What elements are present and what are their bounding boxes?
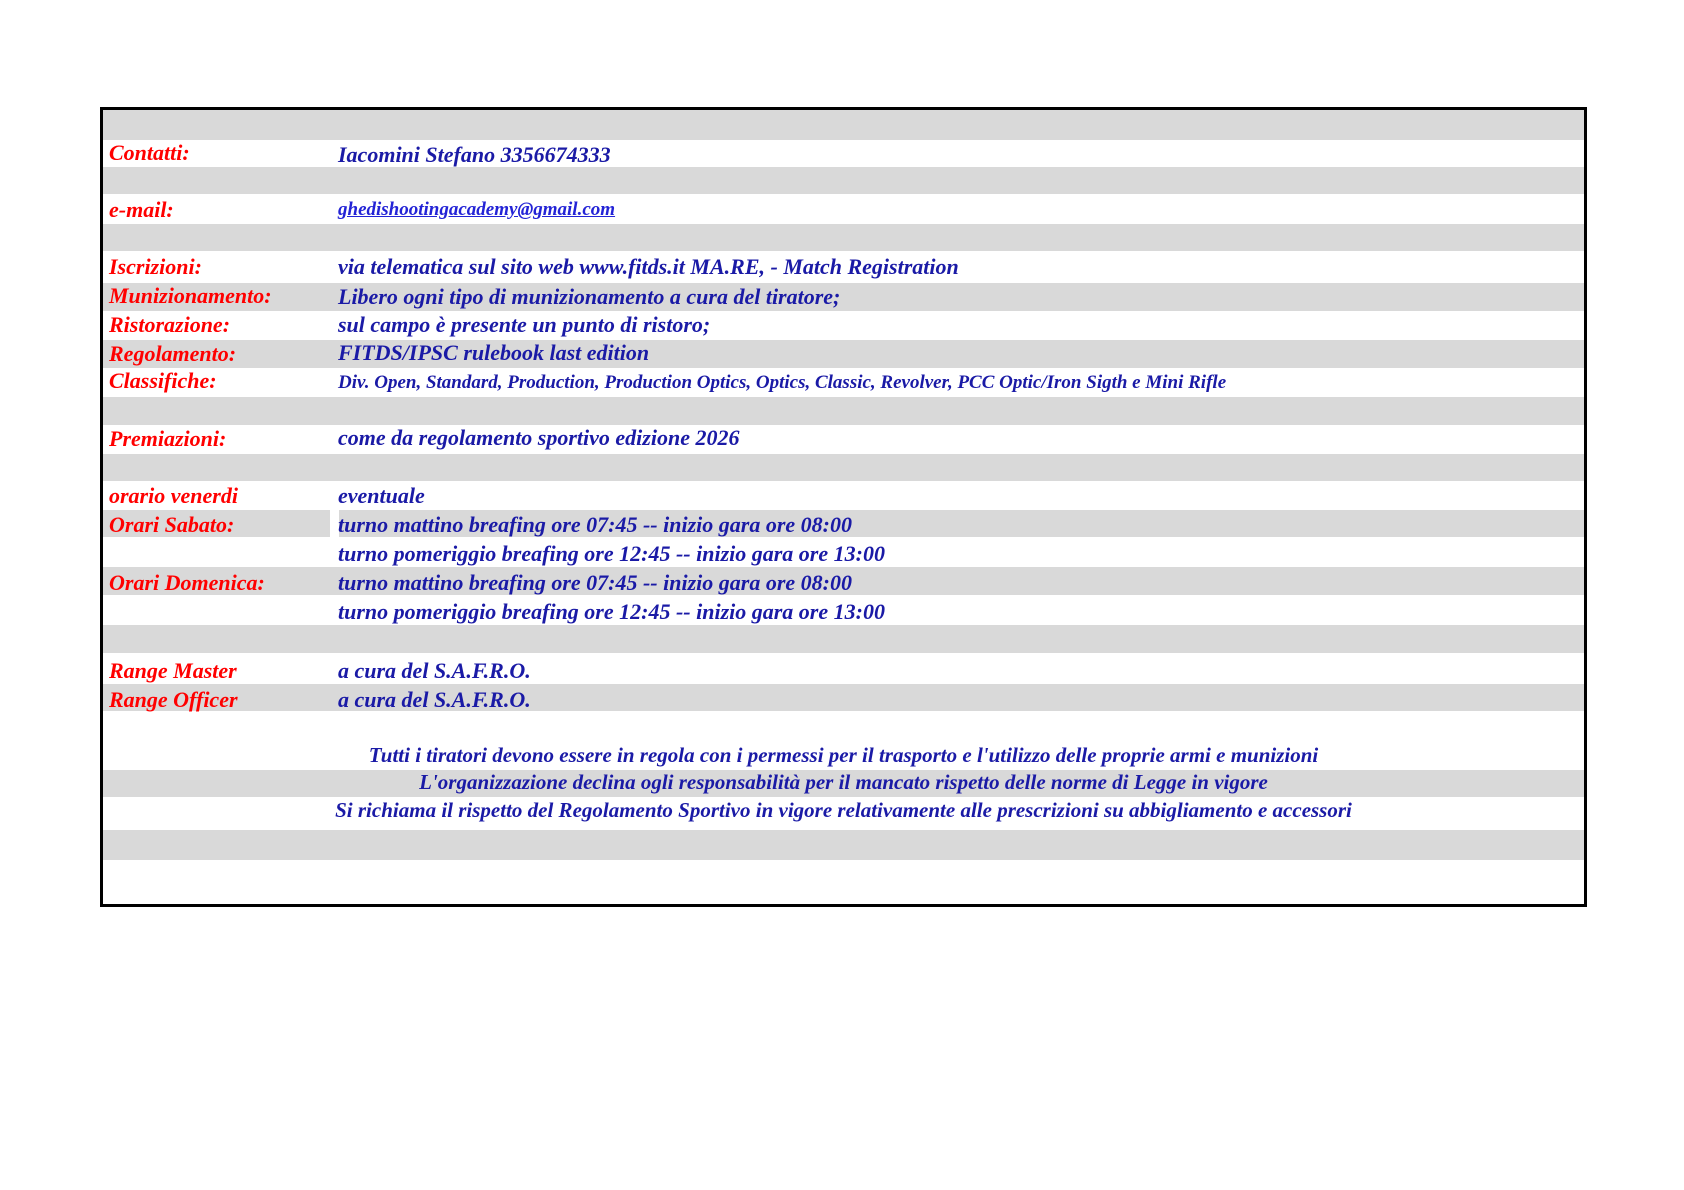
regolamento-label: Regolamento: (109, 341, 237, 366)
note-permessi: Tutti i tiratori devono essere in regola con i permessi per il trasporto e l'utilizzo delle proprie armi e munizioni (368, 743, 1319, 767)
munizionamento-value: Libero ogni tipo di munizionamento a cura del tiratore; (338, 284, 841, 309)
band (103, 110, 1584, 140)
band (103, 454, 1584, 481)
band (103, 283, 1584, 311)
email-link[interactable]: ghedishootingacademy@gmail.com (338, 199, 616, 220)
domenica-turno-pomeriggio: turno pomeriggio breafing ore 12:45 -- inizio gara ore 13:00 (338, 599, 885, 624)
band (103, 224, 1584, 251)
band (103, 340, 1584, 368)
iscrizioni-value: via telematica sul sito web www.fitds.it MA.RE, - Match Registration (338, 254, 959, 279)
iscrizioni-label: Iscrizioni: (109, 254, 202, 279)
ristorazione-value: sul campo è presente un punto di ristoro; (338, 312, 711, 337)
band (103, 684, 1584, 711)
sabato-label: Orari Sabato: (109, 512, 235, 537)
range-master-label: Range Master (109, 658, 237, 683)
range-master-value: a cura del S.A.F.R.O. (338, 658, 531, 683)
band (103, 167, 1584, 194)
classifiche-label: Classifiche: (109, 368, 217, 393)
band (103, 397, 1584, 425)
contatti-value: Iacomini Stefano 3356674333 (338, 142, 611, 167)
range-officer-label: Range Officer (109, 687, 238, 712)
regolamento-value: FITDS/IPSC rulebook last edition (338, 340, 650, 365)
premiazioni-label: Premiazioni: (109, 426, 227, 451)
munizionamento-label: Munizionamento: (109, 283, 272, 308)
band (103, 625, 1584, 653)
venerdi-value: eventuale (338, 483, 425, 508)
range-officer-value: a cura del S.A.F.R.O. (338, 687, 531, 712)
classifiche-value: Div. Open, Standard, Production, Production Optics, Optics, Classic, Revolver, PCC Optic/Iron Sigth e Mini Rifle (338, 372, 1227, 393)
sabato-turno-mattino: turno mattino breafing ore 07:45 -- inizio gara ore 08:00 (338, 512, 852, 537)
venerdi-label: orario venerdi (109, 483, 238, 508)
note-regolamento: Si richiama il rispetto del Regolamento Sportivo in vigore relativamente alle prescrizioni su abbigliamento e accessori (335, 798, 1352, 822)
email-label: e-mail: (109, 197, 174, 222)
contatti-label: Contatti: (109, 140, 190, 165)
ristorazione-label: Ristorazione: (109, 312, 231, 337)
note-responsabilita: L'organizzazione declina ogli responsabilità per il mancato rispetto delle norme di Legge in vigore (419, 770, 1268, 794)
band (103, 830, 1584, 860)
email-field[interactable] (338, 199, 615, 221)
domenica-label: Orari Domenica: (109, 570, 265, 595)
premiazioni-value: come da regolamento sportivo edizione 2026 (338, 425, 740, 450)
info-sheet (100, 107, 1587, 907)
sabato-turno-pomeriggio: turno pomeriggio breafing ore 12:45 -- inizio gara ore 13:00 (338, 541, 885, 566)
domenica-turno-mattino: turno mattino breafing ore 07:45 -- inizio gara ore 08:00 (338, 570, 852, 595)
